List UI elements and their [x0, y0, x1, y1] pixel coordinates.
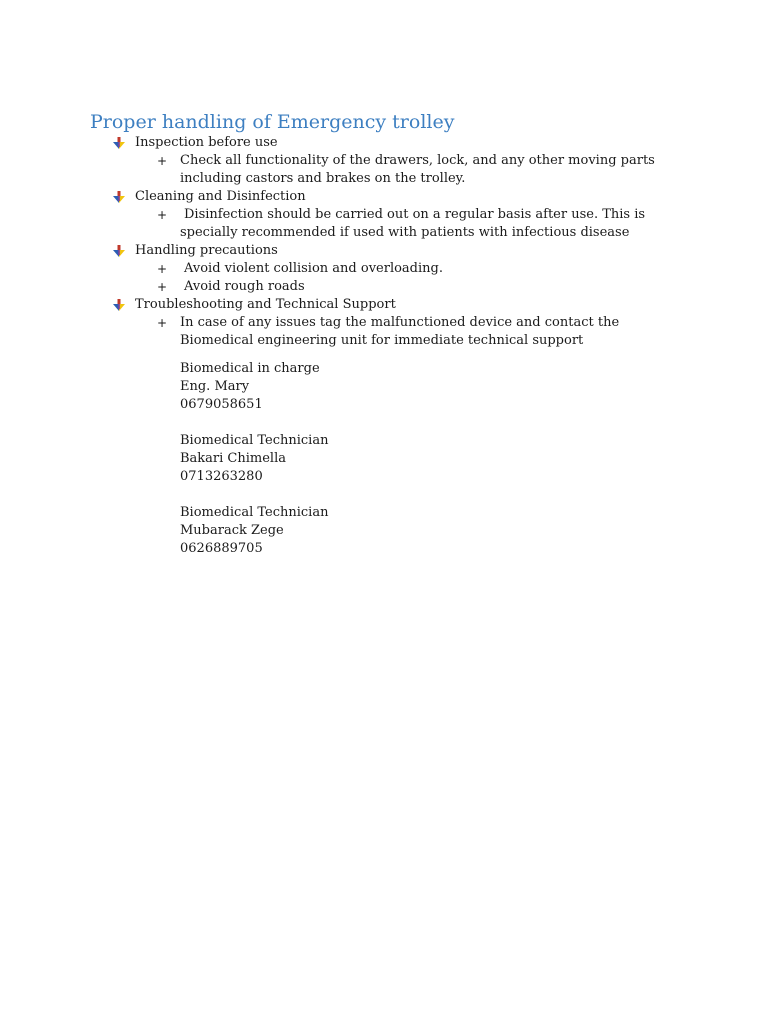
- list-item: [0, 152, 680, 188]
- list-item-text: Avoid violent collision and overloading.: [184, 261, 443, 276]
- section-list: [0, 134, 768, 350]
- list-item-text: Check all functionality of the drawers, lock, and any other moving parts including castors and brakes on the trolley.: [180, 153, 655, 186]
- contact-name: Mubarack Zege: [180, 523, 284, 538]
- contact-phone: 0626889705: [180, 541, 263, 556]
- section-heading-troubleshooting: [0, 296, 768, 314]
- contact-card: [180, 504, 328, 558]
- plus-icon: +: [157, 154, 168, 168]
- list-item: [0, 278, 680, 296]
- section-heading-text: Handling precautions: [135, 243, 278, 258]
- list-item-text: In case of any issues tag the malfunctioned device and contact the Biomedical engineering unit for immediate technical support: [180, 315, 620, 348]
- list-item-text: Disinfection should be carried out on a regular basis after use. This is specially recommended if used with patients with infectious disease: [180, 207, 646, 240]
- plus-icon: +: [157, 280, 168, 294]
- list-item: [0, 206, 680, 242]
- section-heading-inspection: [0, 134, 768, 152]
- list-item: [0, 260, 680, 278]
- contact-name: Eng. Mary: [180, 379, 250, 394]
- section-heading-text: Inspection before use: [135, 135, 278, 150]
- down-arrow-icon: [113, 137, 125, 149]
- section-heading-handling: [0, 242, 768, 260]
- down-arrow-icon: [113, 191, 125, 203]
- contact-name: Bakari Chimella: [180, 451, 286, 466]
- section-heading-cleaning: [0, 188, 768, 206]
- contact-phone: 0713263280: [180, 469, 263, 484]
- contact-card: [180, 360, 328, 414]
- page-title: Proper handling of Emergency trolley: [90, 111, 455, 133]
- contact-role: Biomedical Technician: [180, 433, 329, 448]
- list-item: [0, 314, 680, 350]
- section-heading-text: Troubleshooting and Technical Support: [135, 297, 396, 312]
- down-arrow-icon: [113, 245, 125, 257]
- contact-role: Biomedical in charge: [180, 361, 320, 376]
- plus-icon: +: [157, 316, 168, 330]
- contact-role: Biomedical Technician: [180, 505, 329, 520]
- contact-list: [180, 360, 328, 576]
- list-item-text: Avoid rough roads: [184, 279, 305, 294]
- contact-phone: 0679058651: [180, 397, 263, 412]
- plus-icon: +: [157, 262, 168, 276]
- plus-icon: +: [157, 208, 168, 222]
- down-arrow-icon: [113, 299, 125, 311]
- contact-card: [180, 432, 328, 486]
- section-heading-text: Cleaning and Disinfection: [135, 189, 306, 204]
